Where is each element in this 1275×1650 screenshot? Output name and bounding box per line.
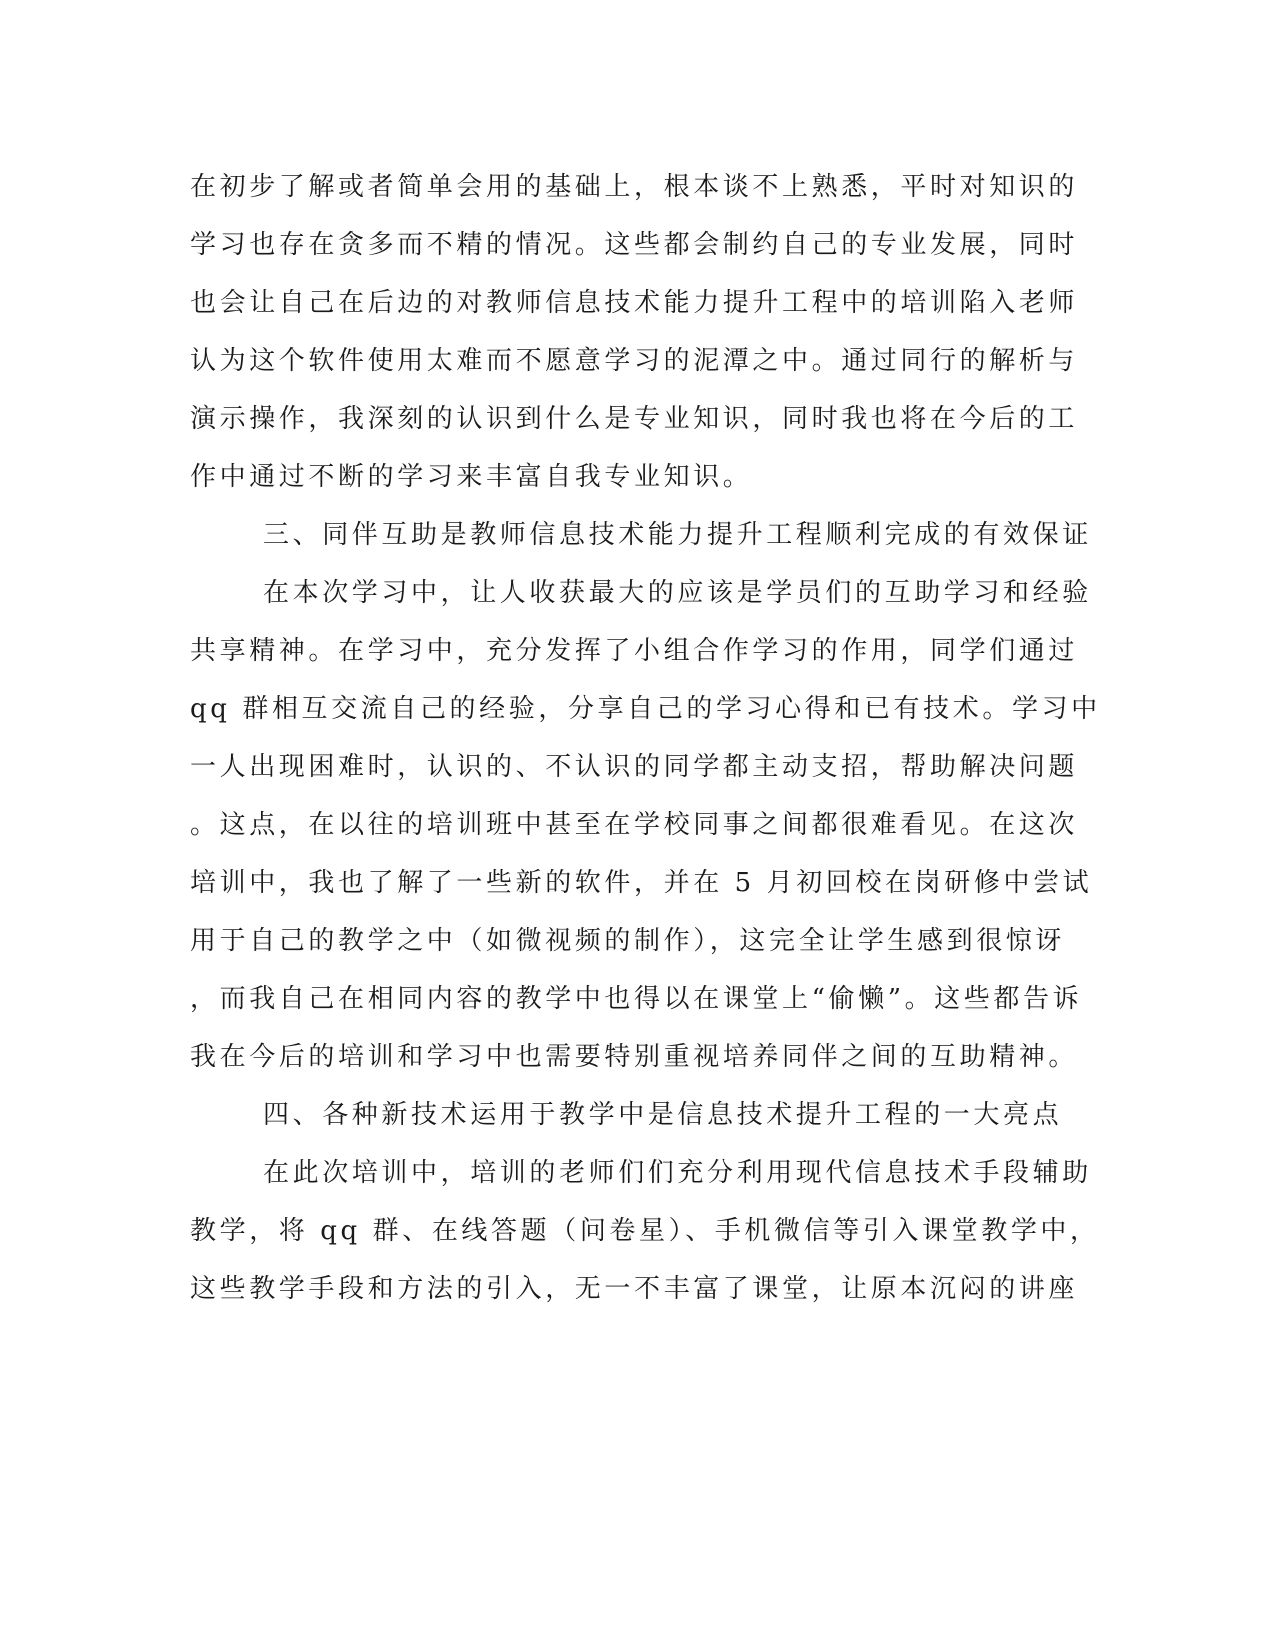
text-line: 这些教学手段和方法的引入，无一不丰富了课堂，让原本沉闷的讲座: [190, 1274, 1079, 1304]
text-line: 也会让自己在后边的对教师信息技术能力提升工程中的培训陷入老师: [190, 288, 1079, 318]
text-line: 用于自己的教学之中（如微视频的制作），这完全让学生感到很惊讶: [190, 926, 1066, 956]
text-line: ，而我自己在相同内容的教学中也得以在课堂上“偷懒”。这些都告诉: [190, 984, 1083, 1014]
text-line: 。这点，在以往的培训班中甚至在学校同事之间都很难看见。在这次: [190, 810, 1079, 840]
text-line: qq 群相互交流自己的经验，分享自己的学习心得和已有技术。学习中: [190, 694, 1101, 724]
text-line: 认为这个软件使用太难而不愿意学习的泥潭之中。通过同行的解析与: [190, 346, 1079, 376]
text-line: 演示操作，我深刻的认识到什么是专业知识，同时我也将在今后的工: [190, 404, 1079, 434]
text-line: 培训中，我也了解了一些新的软件，并在 5 月初回校在岗研修中尝试: [190, 868, 1093, 898]
paragraph-start: 在此次培训中，培训的老师们们充分利用现代信息技术手段辅助: [263, 1158, 1092, 1188]
text-line: 学习也存在贪多而不精的情况。这些都会制约自己的专业发展，同时: [190, 230, 1079, 260]
section-heading-4: 四、各种新技术运用于教学中是信息技术提升工程的一大亮点: [263, 1100, 1063, 1130]
text-line: 教学，将 qq 群、在线答题（问卷星）、手机微信等引入课堂教学中，: [190, 1216, 1100, 1246]
text-line: 一人出现困难时，认识的、不认识的同学都主动支招，帮助解决问题: [190, 752, 1079, 782]
text-line: 共享精神。在学习中，充分发挥了小组合作学习的作用，同学们通过: [190, 636, 1079, 666]
section-heading-3: 三、同伴互助是教师信息技术能力提升工程顺利完成的有效保证: [263, 520, 1092, 550]
text-line: 我在今后的培训和学习中也需要特别重视培养同伴之间的互助精神。: [190, 1042, 1079, 1072]
body-text: [190, 158, 1101, 1318]
text-line: 在初步了解或者简单会用的基础上，根本谈不上熟悉，平时对知识的: [190, 172, 1079, 202]
text-line: 作中通过不断的学习来丰富自我专业知识。: [190, 462, 753, 492]
paragraph-start: 在本次学习中，让人收获最大的应该是学员们的互助学习和经验: [263, 578, 1092, 608]
